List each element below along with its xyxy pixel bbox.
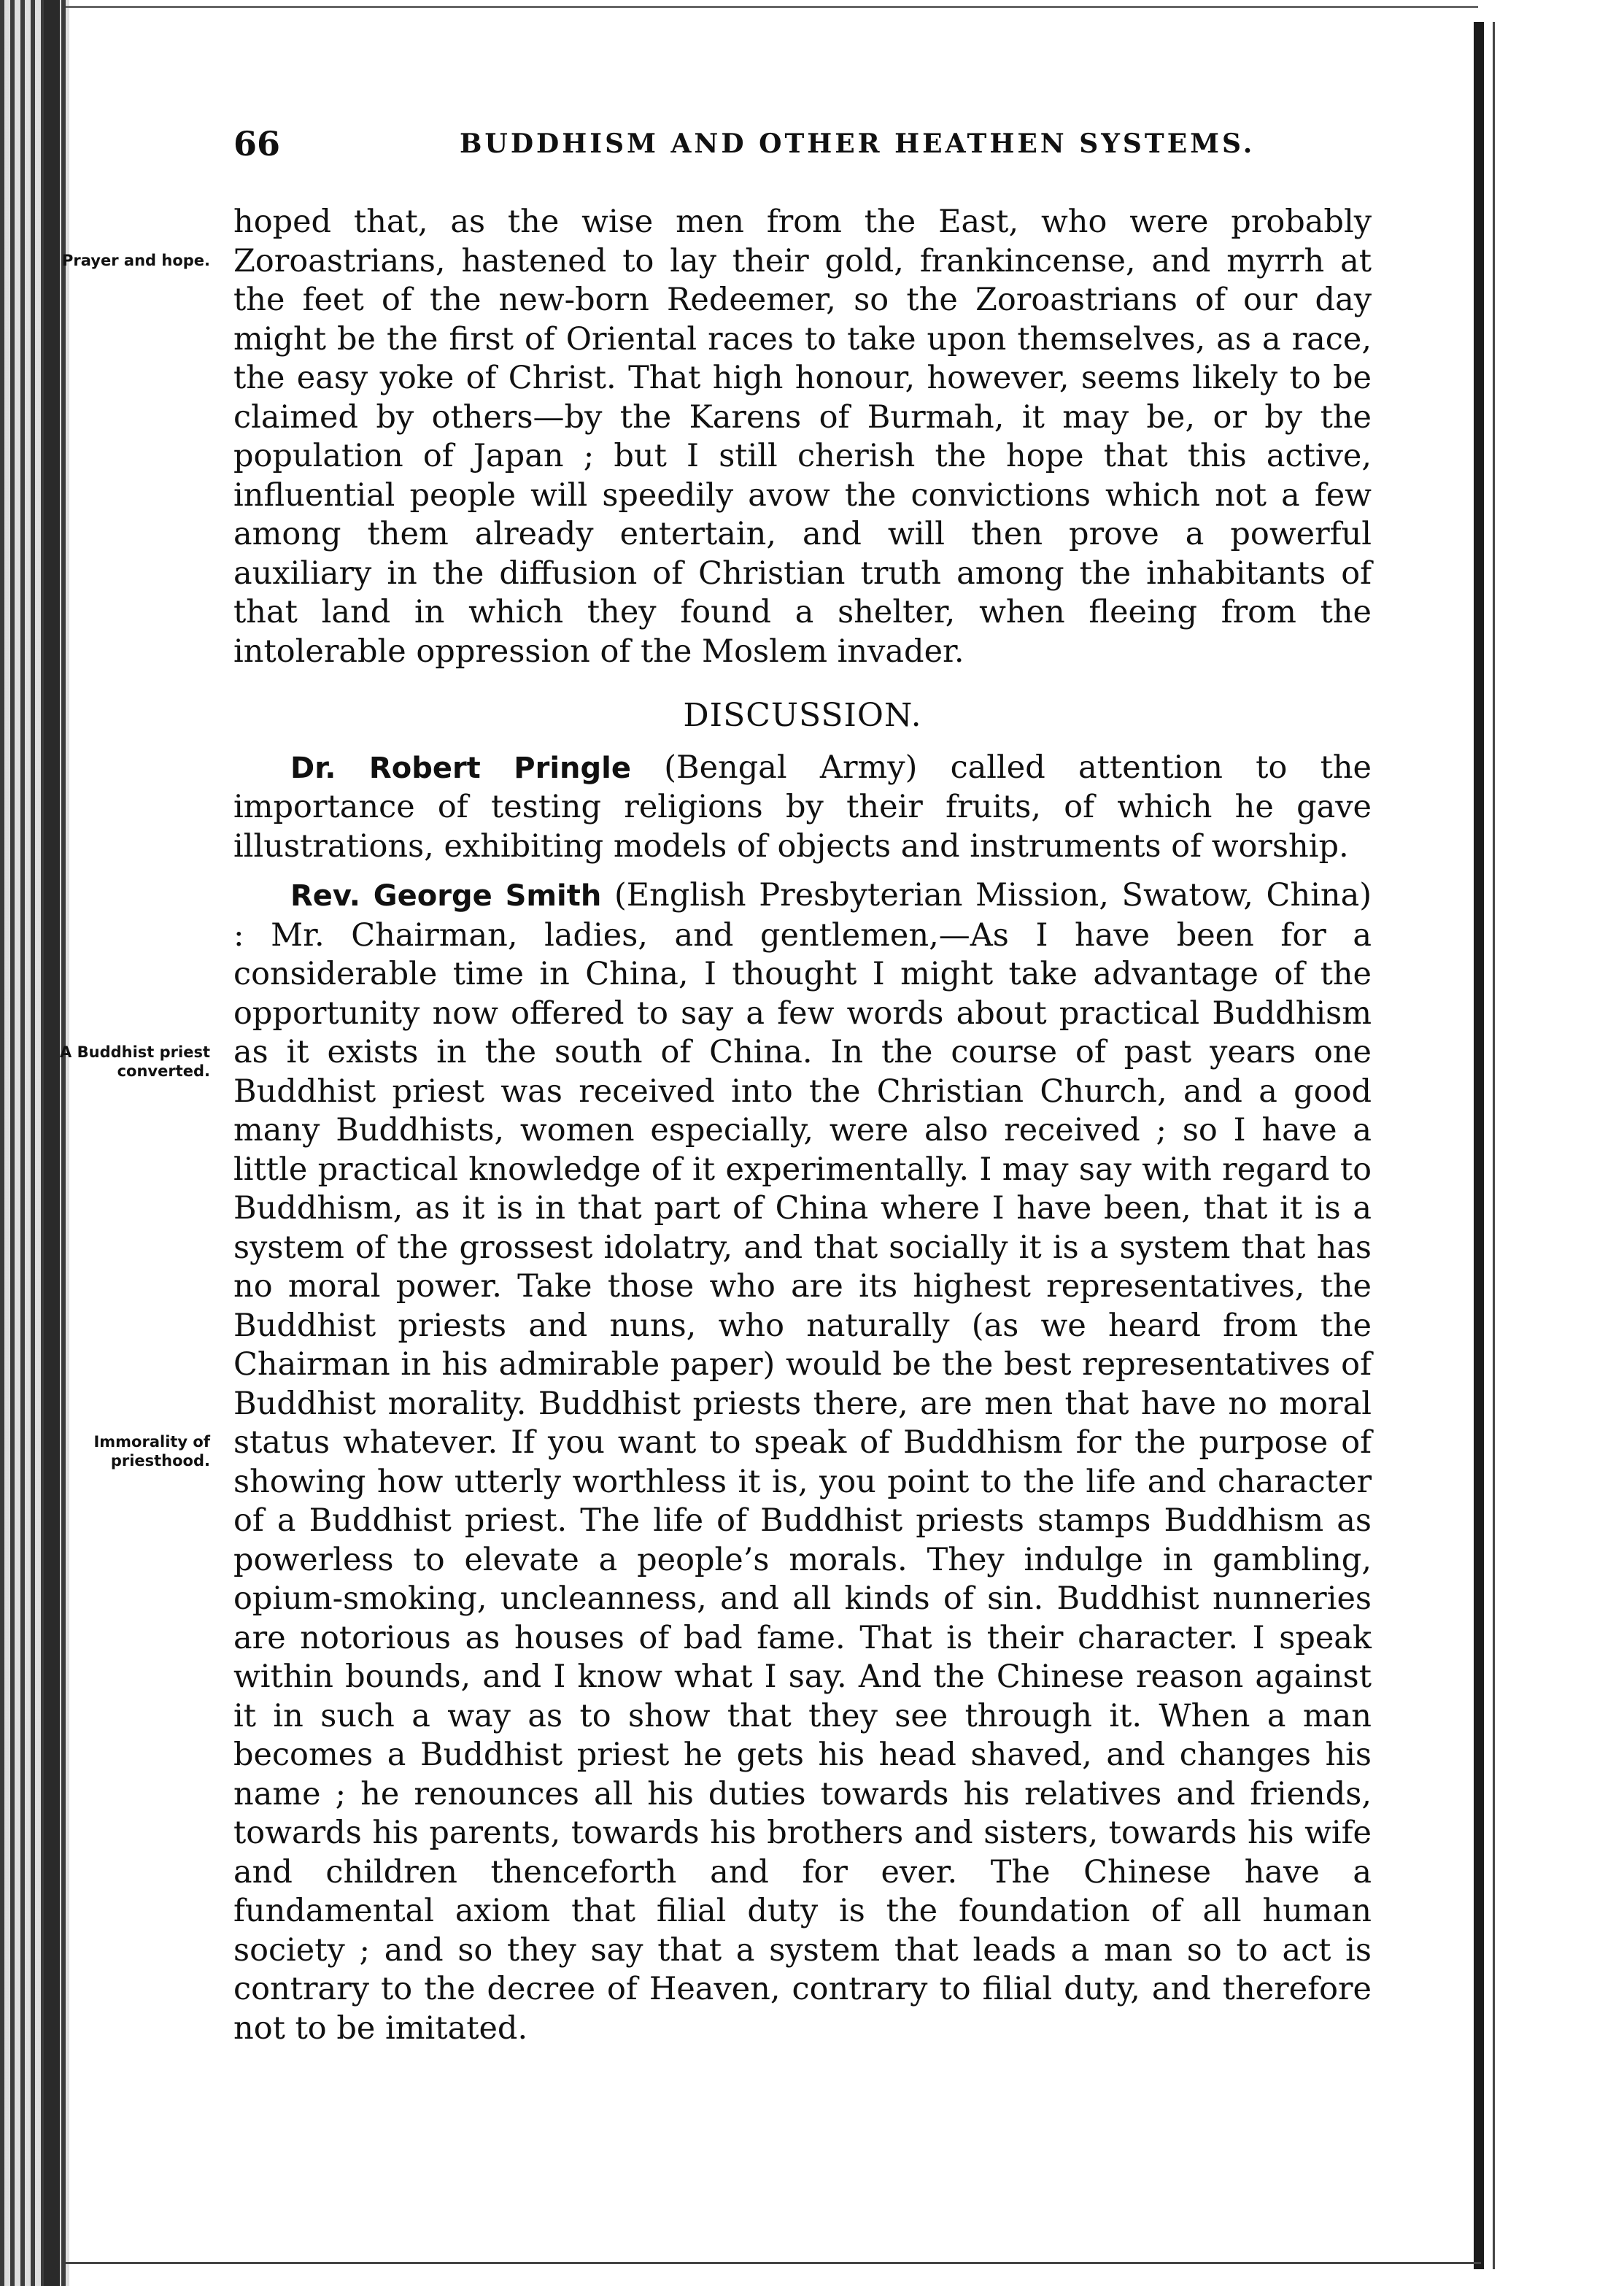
sidenote-prayer-and-hope: Prayer and hope. [62, 252, 210, 269]
page-body [60, 203, 1372, 2048]
running-title: BUDDHISM AND OTHER HEATHEN SYSTEMS. [460, 128, 1256, 159]
book-page-right-edge [1474, 22, 1484, 2269]
sidenote-immorality-of-priesthood: Immorality of priesthood. [93, 1433, 210, 1470]
smith-paragraph [60, 876, 1372, 2048]
page-top-border [66, 6, 1481, 8]
book-page [60, 124, 1372, 2048]
sidenote-buddhist-priest-converted: A Buddhist priest converted. [60, 1043, 210, 1080]
speaker-name: Dr. Robert Pringle [290, 751, 631, 785]
paragraph-text: (English Presbyterian Mission, Swatow, China) : Mr. Chairman, ladies, and gentlemen,—As I have been for a considerable time in China, I thought I might take advantage of the opportunity now offered to say a few words about practical Buddhism as it exists in the south of China. In the course of past years one Buddhist priest was received into the Christian Church, and a good many Buddhists, women especially, were also received ; so I have a little practical knowledge of it experimentally. I may say with regard to Buddhism, as it is in that part of China where I have been, that it is a system of the grossest idolatry, and that socially it is a system that has no moral power. Take those who are its highest representatives, the Buddhist priests and nuns, who naturally (as we heard from the Chairman in his admirable paper) would be the best representatives of Buddhist morality. Buddhist priests there, are men that have no moral status whatever. If you want to speak of Buddhism for the purpose of showing how utterly worthless it is, you point to the life and character of a Buddhist priest. The life of Buddhist priests stamps Buddhism as powerless to elevate a people’s morals. They indulge in gambling, opium-smoking, uncleanness, and all kinds of sin. Buddhist nunneries are notorious as houses of bad fame. That is their character. I speak within bounds, and I know what I say. And the Chinese reason against it in such a way as to show that they see through it. When a man becomes a Buddhist priest he gets his head shaved, and changes his name ; he renounces all his duties towards his relatives and friends, towards his parents, towards his brothers and sisters, towards his wife and children thenceforth and for ever. The Chinese have a fundamental axiom that filial duty is the foundation of all human society ; and so they say that a system that leads a man so to act is contrary to the decree of Heaven, contrary to filial duty, and therefore not to be imitated. [233, 877, 1372, 2047]
paragraph-text: (Bengal Army) called attention to the importance of testing religions by their fruits, of which he gave illustrations, exhibiting models of objects and instruments of worship. [233, 749, 1372, 865]
paragraph-text: hoped that, as the wise men from the East, who were probably Zoroastrians, hastened to lay their gold, frankincense, and myrrh at the feet of the new-born Redeemer, so the Zoroastrians of our day might be the first of Oriental races to take upon themselves, as a race, the easy yoke of Christ. That high honour, however, seems likely to be claimed by others—by the Karens of Burmah, it may be, or by the population of Japan ; but I still cherish the hope that this active, influential people will speedily avow the convictions which not a few among them already entertain, and will then prove a powerful auxiliary in the diffusion of Christian truth among the inhabitants of that land in which they found a shelter, when fleeing from the intolerable oppression of the Moslem invader. [233, 204, 1372, 670]
page-number: 66 [233, 124, 281, 163]
page-right-margin [1478, 0, 1624, 2286]
discussion-heading: DISCUSSION. [683, 697, 922, 734]
page-header [233, 124, 1372, 168]
pringle-paragraph [233, 749, 1372, 867]
page-bottom-border [66, 2262, 1481, 2264]
book-binding-inner-shadow [44, 0, 60, 2286]
speaker-name: Rev. George Smith [290, 879, 602, 913]
opening-paragraph [62, 203, 1372, 671]
book-page-right-edge-secondary [1493, 22, 1495, 2269]
